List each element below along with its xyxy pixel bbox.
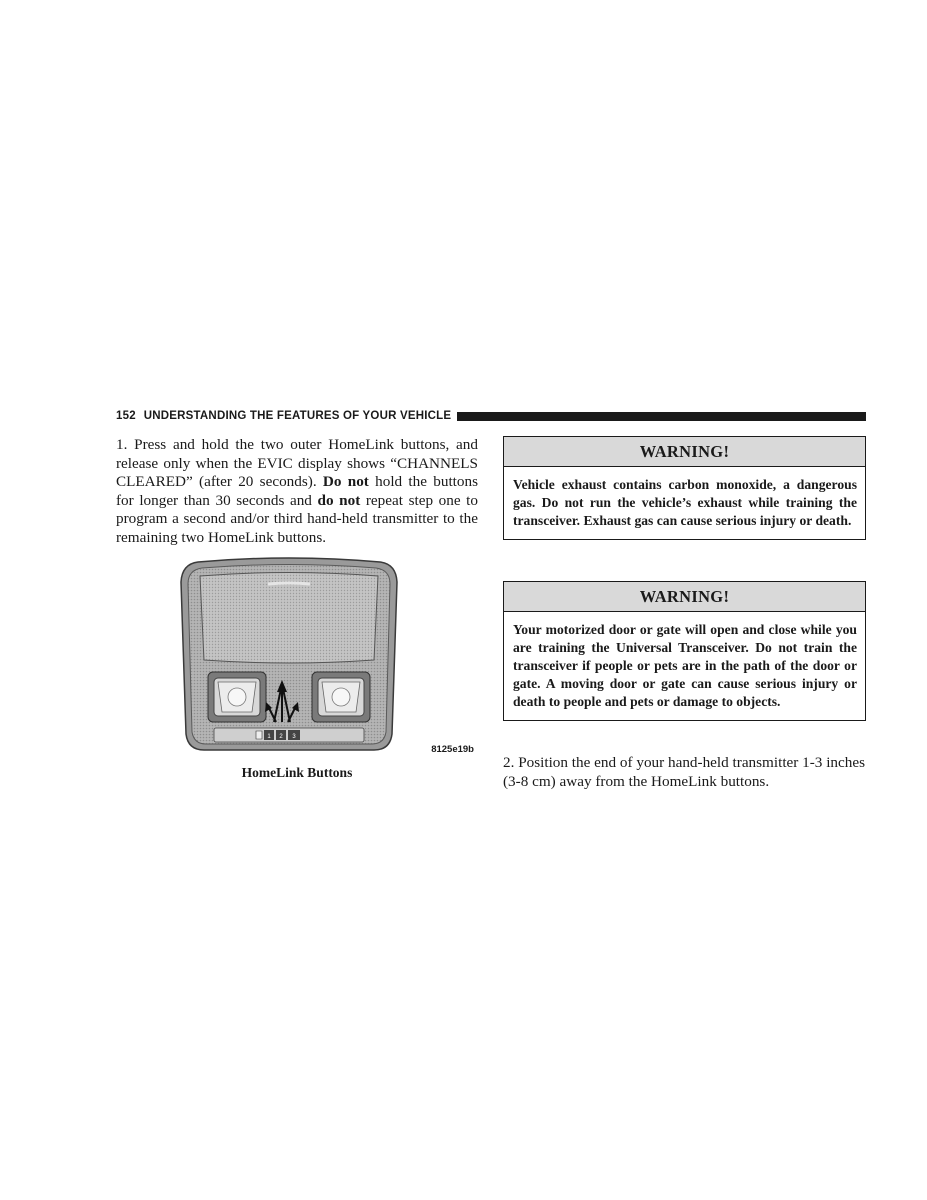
step-2-paragraph: 2. Position the end of your hand-held transmitter 1-3 inches (3-8 cm) away from the HomeLink buttons.	[503, 754, 865, 790]
figure-caption: HomeLink Buttons	[241, 765, 353, 780]
header-rule	[457, 412, 866, 421]
step-2-column	[503, 754, 865, 791]
page-header	[116, 408, 866, 424]
warning-box-door	[503, 581, 866, 721]
step-1-paragraph	[116, 436, 478, 547]
button-label-3: 3	[292, 734, 296, 740]
section-title: UNDERSTANDING THE FEATURES OF YOUR VEHICLE	[143, 410, 452, 422]
step-1-column	[116, 436, 478, 547]
warning-title: WARNING!	[504, 437, 865, 467]
warning-title: WARNING!	[504, 582, 865, 612]
step-1-text-b: hold the buttons for longer than 30 seconds and	[116, 473, 478, 509]
button-label-2: 2	[279, 734, 283, 740]
overhead-console-illustration	[178, 556, 400, 752]
warning-box-exhaust	[503, 436, 866, 540]
homelink-figure	[116, 556, 478, 786]
page-number: 152	[116, 410, 136, 422]
step-1-bold-a: Do not	[322, 473, 369, 490]
figure-code: 8125e19b	[431, 744, 474, 755]
step-1-text-c: repeat step one to program a second and/or third hand-held transmitter to the remaining two HomeLink buttons.	[116, 491, 478, 546]
step-1-text-a: 1. Press and hold the two outer HomeLink buttons, and release only when the EVIC display shows “CHANNELS CLEARED” (after 20 seconds).	[116, 436, 478, 490]
button-label-1: 1	[267, 734, 271, 740]
step-1-bold-b: do not	[317, 491, 361, 509]
warning-body: Your motorized door or gate will open and close while you are training the Universal Transceiver. Do not train the transceiver if people or pets are in the path of the door or gate. A moving door or gate can cause serious injury or death to people and pets or damage to objects.	[513, 622, 857, 709]
warning-body: Vehicle exhaust contains carbon monoxide, a dangerous gas. Do not run the vehicle’s exhaust while training the transceiver. Exhaust gas can cause serious injury or death.	[513, 477, 857, 528]
